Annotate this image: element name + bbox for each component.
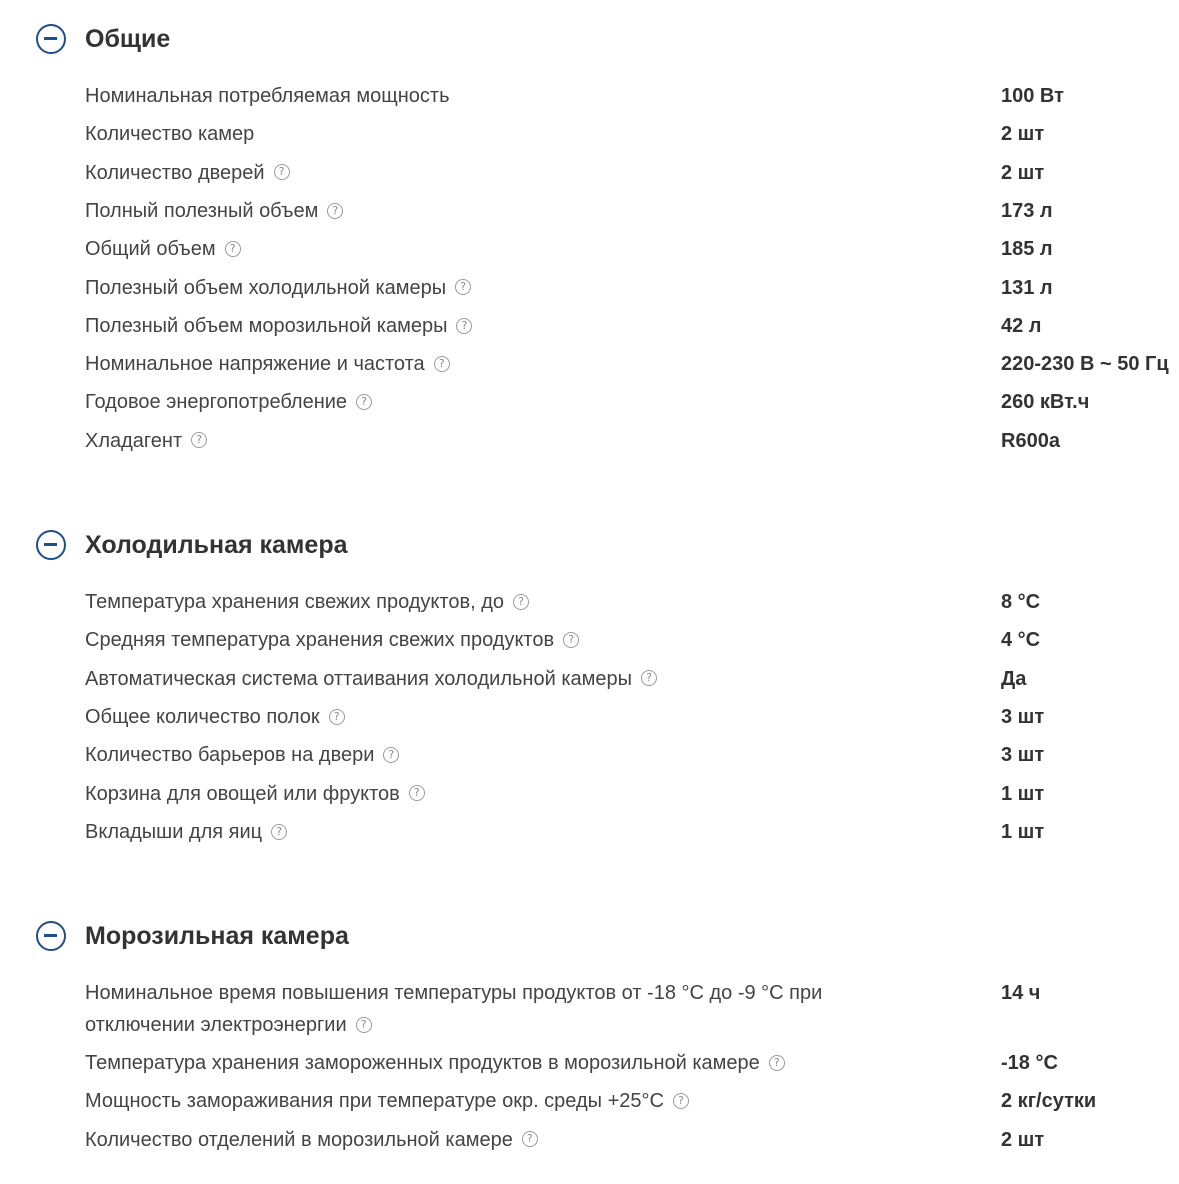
- section-title: Морозильная камера: [85, 922, 349, 950]
- spec-label: [85, 348, 905, 380]
- spec-value: 42 л: [1001, 314, 1042, 337]
- question-circle-icon[interactable]: ?: [327, 203, 343, 219]
- spec-label: [85, 816, 905, 848]
- minus-circle-icon[interactable]: [36, 921, 66, 951]
- spec-label-text: Номинальное напряжение и частота: [85, 353, 425, 376]
- spec-value: 220-230 В ~ 50 Гц: [1001, 353, 1169, 376]
- spec-label-text: Полный полезный объем: [85, 199, 319, 222]
- spec-label: [85, 624, 905, 656]
- spec-value: 2 шт: [1001, 161, 1045, 184]
- spec-label: [85, 386, 905, 418]
- spec-value: 173 л: [1001, 199, 1053, 222]
- spec-label-text: Полезный объем холодильной камеры: [85, 276, 447, 299]
- spec-label-text: Вкладыши для яиц: [85, 820, 263, 843]
- spec-label: [85, 701, 905, 733]
- spec-label: [85, 118, 905, 150]
- spec-label-text: Общее количество полок: [85, 705, 320, 728]
- section-title: Общие: [85, 25, 171, 53]
- question-circle-icon[interactable]: ?: [456, 318, 472, 334]
- spec-label: [85, 977, 905, 1041]
- question-circle-icon[interactable]: ?: [522, 1131, 538, 1147]
- spec-value: 100 Вт: [1001, 85, 1064, 107]
- question-circle-icon[interactable]: ?: [356, 1017, 372, 1033]
- spec-value: 4 °C: [1001, 629, 1041, 652]
- question-circle-icon[interactable]: ?: [455, 279, 471, 295]
- question-circle-icon[interactable]: ?: [329, 709, 345, 725]
- question-circle-icon[interactable]: ?: [673, 1093, 689, 1109]
- spec-label: [85, 586, 905, 618]
- spec-label: [85, 272, 905, 304]
- spec-label: [85, 195, 905, 227]
- question-circle-icon[interactable]: ?: [356, 394, 372, 410]
- section-title: Холодильная камера: [85, 531, 348, 559]
- spec-value: 8 °C: [1001, 591, 1041, 613]
- question-circle-icon[interactable]: ?: [563, 632, 579, 648]
- question-circle-icon[interactable]: ?: [513, 594, 529, 610]
- question-circle-icon[interactable]: ?: [191, 432, 207, 448]
- spec-label: [85, 80, 905, 112]
- spec-label: [85, 1047, 905, 1079]
- spec-label-text: Полезный объем морозильной камеры: [85, 314, 448, 337]
- section-header[interactable]: [0, 506, 1179, 559]
- spec-label: [85, 778, 905, 810]
- spec-label-text: Температура хранения замороженных продуктов в морозильной камере: [85, 1052, 760, 1074]
- spec-label: [85, 310, 905, 342]
- spec-value: 3 шт: [1001, 744, 1045, 767]
- question-circle-icon[interactable]: ?: [641, 670, 657, 686]
- spec-value: Да: [1001, 667, 1027, 690]
- spec-value: 2 шт: [1001, 1128, 1045, 1151]
- spec-label-text: Автоматическая система оттаивания холодильной камеры: [85, 667, 633, 690]
- spec-label-text: Средняя температура хранения свежих продуктов: [85, 629, 555, 652]
- spec-value: 1 шт: [1001, 782, 1045, 805]
- minus-circle-icon[interactable]: [36, 530, 66, 560]
- spec-label-text: Хладагент: [85, 429, 183, 452]
- spec-value: 3 шт: [1001, 705, 1045, 728]
- question-circle-icon[interactable]: ?: [383, 747, 399, 763]
- spec-value: 14 ч: [1001, 982, 1041, 1004]
- minus-circle-icon[interactable]: [36, 24, 66, 54]
- spec-value: 1 шт: [1001, 820, 1045, 843]
- spec-label-text: Количество отделений в морозильной камере: [85, 1128, 513, 1151]
- spec-label-text: Количество барьеров на двери: [85, 744, 375, 767]
- spec-value: 131 л: [1001, 276, 1053, 299]
- question-circle-icon[interactable]: ?: [225, 241, 241, 257]
- spec-value: -18 °C: [1001, 1052, 1058, 1074]
- spec-label: [85, 233, 905, 265]
- spec-label: [85, 425, 905, 457]
- spec-label-text: Количество дверей: [85, 161, 265, 184]
- spec-value: 260 кВт.ч: [1001, 391, 1090, 414]
- spec-label-text: Номинальное время повышения температуры продуктов от -18 °C до -9 °C при отключении электроэнергии: [85, 982, 823, 1036]
- spec-label-text: Годовое энергопотребление: [85, 391, 348, 414]
- spec-label-text: Номинальная потребляемая мощность: [85, 85, 450, 107]
- spec-value: 185 л: [1001, 238, 1053, 261]
- question-circle-icon[interactable]: ?: [274, 164, 290, 180]
- question-circle-icon[interactable]: ?: [271, 824, 287, 840]
- spec-value: R600a: [1001, 429, 1060, 452]
- spec-label: [85, 157, 905, 189]
- spec-label-text: Температура хранения свежих продуктов, до: [85, 591, 504, 613]
- spec-label-text: Корзина для овощей или фруктов: [85, 782, 400, 805]
- section-header[interactable]: [0, 897, 1179, 950]
- section-header[interactable]: [0, 0, 1179, 53]
- spec-value: 2 кг/сутки: [1001, 1090, 1097, 1113]
- spec-label: [85, 1085, 905, 1117]
- spec-label-text: Мощность замораживания при температуре окр. среды +25°C: [85, 1090, 664, 1113]
- spec-label: [85, 1124, 905, 1156]
- spec-label: [85, 739, 905, 771]
- question-circle-icon[interactable]: ?: [769, 1055, 785, 1071]
- question-circle-icon[interactable]: ?: [409, 785, 425, 801]
- spec-label: [85, 663, 905, 695]
- spec-label-text: Общий объем: [85, 238, 216, 261]
- spec-label-text: Количество камер: [85, 123, 255, 146]
- spec-value: 2 шт: [1001, 123, 1045, 146]
- question-circle-icon[interactable]: ?: [434, 356, 450, 372]
